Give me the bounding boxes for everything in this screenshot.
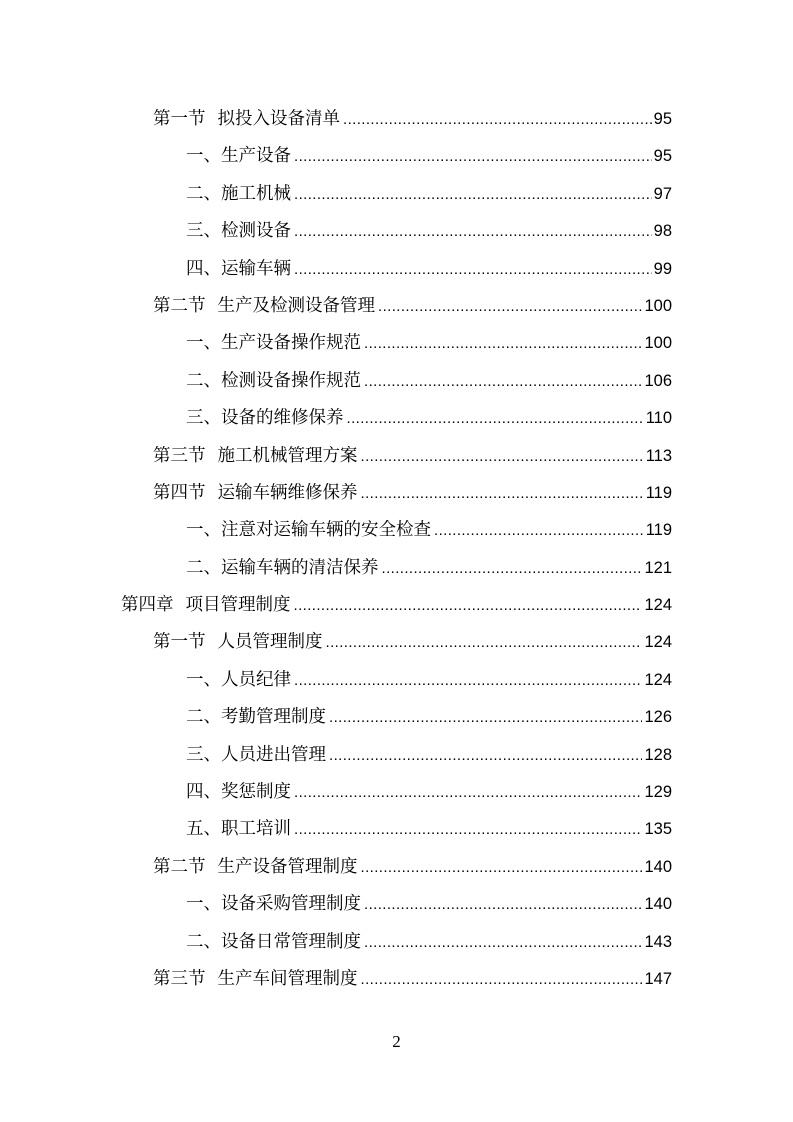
toc-entry-title: 施工机械管理方案 [217, 445, 358, 466]
toc-entry-page: 135 [644, 820, 672, 839]
toc-entry-line [153, 624, 672, 661]
toc-entry[interactable] [0, 251, 793, 288]
toc-entry-label [186, 662, 291, 699]
toc-entry-title: 考勤管理制度 [221, 707, 326, 728]
toc-entry-label [186, 550, 379, 587]
toc-entry-title: 生产及检测设备管理 [217, 295, 375, 316]
page-number: 2 [392, 1032, 401, 1051]
toc-entry-title: 项目管理制度 [185, 595, 291, 616]
toc-entry-line [186, 176, 672, 213]
toc-entry-number: 第四章 [121, 595, 174, 616]
toc-entry[interactable] [0, 512, 793, 549]
table-of-contents [0, 101, 793, 998]
toc-entry-page: 124 [644, 596, 672, 615]
toc-entry[interactable] [0, 438, 793, 475]
toc-entry-number: 第一节 [153, 109, 206, 129]
dot-leader [364, 886, 642, 923]
toc-entry-page: 110 [645, 409, 672, 428]
toc-entry-page: 99 [653, 259, 672, 278]
toc-entry-line [153, 438, 672, 475]
toc-entry-number: 四、 [186, 782, 221, 803]
toc-entry-line [186, 325, 672, 362]
toc-entry-page: 97 [653, 184, 672, 203]
toc-entry-label [153, 961, 358, 998]
toc-entry-label [186, 886, 361, 923]
toc-entry-page: 95 [653, 147, 672, 166]
toc-entry-line [186, 550, 672, 587]
toc-entry-number: 三、 [186, 408, 221, 429]
toc-entry-title: 奖惩制度 [221, 782, 291, 803]
toc-entry-line [186, 251, 672, 288]
dot-leader [326, 624, 643, 661]
dot-leader [294, 811, 642, 848]
toc-entry[interactable] [0, 138, 793, 175]
toc-entry-page: 124 [644, 633, 672, 652]
toc-entry-label [186, 512, 431, 549]
toc-entry-title: 生产设备操作规范 [221, 333, 361, 354]
dot-leader [364, 924, 642, 961]
toc-entry-line [186, 886, 672, 923]
toc-entry-number: 二、 [186, 370, 221, 391]
toc-entry-number: 第二节 [153, 856, 206, 877]
toc-entry-title: 设备采购管理制度 [221, 894, 361, 915]
toc-entry-page: 121 [644, 558, 672, 577]
toc-entry-label [186, 213, 291, 250]
toc-entry-number: 一、 [186, 146, 221, 167]
toc-entry-page: 98 [653, 222, 672, 241]
toc-entry-label [186, 325, 361, 362]
toc-entry-page: 143 [644, 932, 672, 951]
toc-entry[interactable] [0, 550, 793, 587]
toc-entry-title: 设备日常管理制度 [221, 931, 361, 952]
toc-entry-line [186, 138, 672, 175]
toc-entry[interactable] [0, 662, 793, 699]
dot-leader [378, 288, 642, 325]
toc-entry-line [153, 101, 672, 138]
toc-entry-page: 126 [644, 708, 672, 727]
toc-entry[interactable] [0, 737, 793, 774]
toc-entry-number: 二、 [186, 931, 221, 952]
dot-leader [361, 961, 643, 998]
toc-entry-line [186, 699, 672, 736]
dot-leader [294, 213, 652, 250]
dot-leader [294, 774, 642, 811]
toc-entry-page: 128 [644, 745, 672, 764]
toc-entry[interactable] [0, 475, 793, 512]
toc-entry-line [186, 662, 672, 699]
toc-entry-number: 五、 [186, 819, 221, 840]
toc-entry-label [186, 363, 361, 400]
toc-entry-page: 124 [644, 670, 672, 689]
toc-entry-line [153, 475, 672, 512]
toc-entry[interactable] [0, 213, 793, 250]
toc-entry-title: 运输车辆的清洁保养 [221, 557, 379, 578]
toc-entry[interactable] [0, 363, 793, 400]
toc-entry-label [186, 251, 291, 288]
dot-leader [347, 400, 644, 437]
toc-entry-line [186, 924, 672, 961]
toc-entry-title: 检测设备 [221, 221, 291, 242]
toc-entry[interactable] [0, 101, 793, 138]
toc-entry-title: 生产设备 [221, 146, 291, 167]
toc-entry-title: 职工培训 [221, 819, 291, 840]
toc-entry-page: 119 [645, 483, 672, 502]
toc-entry-number: 一、 [186, 669, 221, 690]
toc-entry-title: 设备的维修保养 [221, 408, 344, 429]
toc-entry-title: 人员管理制度 [217, 632, 323, 653]
toc-entry-title: 运输车辆维修保养 [217, 482, 358, 503]
toc-entry-label [186, 176, 291, 213]
toc-entry-line [186, 400, 672, 437]
toc-entry-number: 一、 [186, 894, 221, 915]
toc-entry-label [153, 438, 358, 475]
toc-entry-line [186, 737, 672, 774]
toc-entry[interactable] [0, 774, 793, 811]
toc-entry-page: 100 [644, 334, 672, 353]
toc-entry-label [186, 924, 361, 961]
toc-entry[interactable] [0, 288, 793, 325]
toc-entry-title: 运输车辆 [221, 258, 291, 279]
toc-entry[interactable] [0, 587, 793, 624]
toc-entry-label [153, 475, 358, 512]
toc-entry-number: 二、 [186, 183, 221, 204]
dot-leader [343, 101, 652, 138]
toc-entry-title: 注意对运输车辆的安全检查 [221, 520, 431, 541]
toc-entry-title: 施工机械 [221, 183, 291, 204]
toc-entry[interactable] [0, 849, 793, 886]
toc-entry-number: 二、 [186, 557, 221, 578]
dot-leader [294, 251, 652, 288]
toc-entry-number: 一、 [186, 333, 221, 354]
toc-entry-label [186, 811, 291, 848]
toc-entry[interactable] [0, 961, 793, 998]
toc-entry-line [186, 213, 672, 250]
toc-entry-title: 拟投入设备清单 [217, 109, 340, 129]
toc-entry-number: 第二节 [153, 295, 206, 316]
toc-entry-page: 140 [644, 895, 672, 914]
toc-entry-label [153, 288, 375, 325]
toc-entry-number: 三、 [186, 221, 221, 242]
toc-entry-page: 106 [644, 371, 672, 390]
toc-entry-line [186, 512, 672, 549]
toc-entry-label [153, 624, 323, 661]
toc-entry-title: 生产车间管理制度 [217, 968, 358, 989]
toc-entry[interactable] [0, 699, 793, 736]
toc-entry-line [121, 587, 672, 624]
toc-entry-number: 第四节 [153, 482, 206, 503]
dot-leader [294, 662, 642, 699]
dot-leader [364, 325, 642, 362]
toc-entry-page: 95 [653, 110, 672, 128]
toc-entry-line [153, 288, 672, 325]
dot-leader [382, 550, 643, 587]
toc-entry-title: 检测设备操作规范 [221, 370, 361, 391]
toc-entry-page: 113 [645, 446, 672, 465]
toc-entry-page: 100 [644, 296, 672, 315]
toc-entry-number: 二、 [186, 707, 221, 728]
toc-entry-number: 第三节 [153, 445, 206, 466]
toc-entry-label [186, 699, 326, 736]
toc-entry-label [153, 101, 340, 138]
toc-entry-title: 生产设备管理制度 [217, 856, 358, 877]
toc-entry-page: 129 [644, 783, 672, 802]
toc-entry[interactable] [0, 811, 793, 848]
dot-leader [434, 512, 644, 549]
toc-entry-label [153, 849, 358, 886]
toc-entry[interactable] [0, 400, 793, 437]
toc-entry[interactable] [0, 924, 793, 961]
toc-entry-line [153, 849, 672, 886]
dot-leader [329, 699, 642, 736]
dot-leader [294, 587, 643, 624]
dot-leader [361, 475, 644, 512]
toc-entry-label [186, 400, 344, 437]
toc-entry-number: 第一节 [153, 632, 206, 653]
toc-entry-number: 三、 [186, 744, 221, 765]
toc-entry[interactable] [0, 325, 793, 362]
toc-entry-line [186, 363, 672, 400]
toc-entry-page: 119 [645, 521, 672, 540]
toc-entry-label [186, 774, 291, 811]
dot-leader [329, 737, 642, 774]
toc-entry-label [121, 587, 291, 624]
toc-entry-number: 四、 [186, 258, 221, 279]
dot-leader [294, 138, 652, 175]
toc-entry-number: 一、 [186, 520, 221, 541]
toc-entry-title: 人员进出管理 [221, 744, 326, 765]
toc-entry-label [186, 138, 291, 175]
toc-entry-line [186, 811, 672, 848]
toc-entry-line [186, 774, 672, 811]
dot-leader [364, 363, 642, 400]
dot-leader [361, 438, 644, 475]
toc-entry[interactable] [0, 624, 793, 661]
toc-entry-label [186, 737, 326, 774]
dot-leader [361, 849, 643, 886]
toc-entry-number: 第三节 [153, 968, 206, 989]
toc-entry[interactable] [0, 176, 793, 213]
toc-entry-page: 147 [644, 969, 672, 988]
toc-entry-line [153, 961, 672, 998]
dot-leader [294, 176, 652, 213]
toc-entry[interactable] [0, 886, 793, 923]
toc-entry-page: 140 [644, 857, 672, 876]
toc-entry-title: 人员纪律 [221, 669, 291, 690]
